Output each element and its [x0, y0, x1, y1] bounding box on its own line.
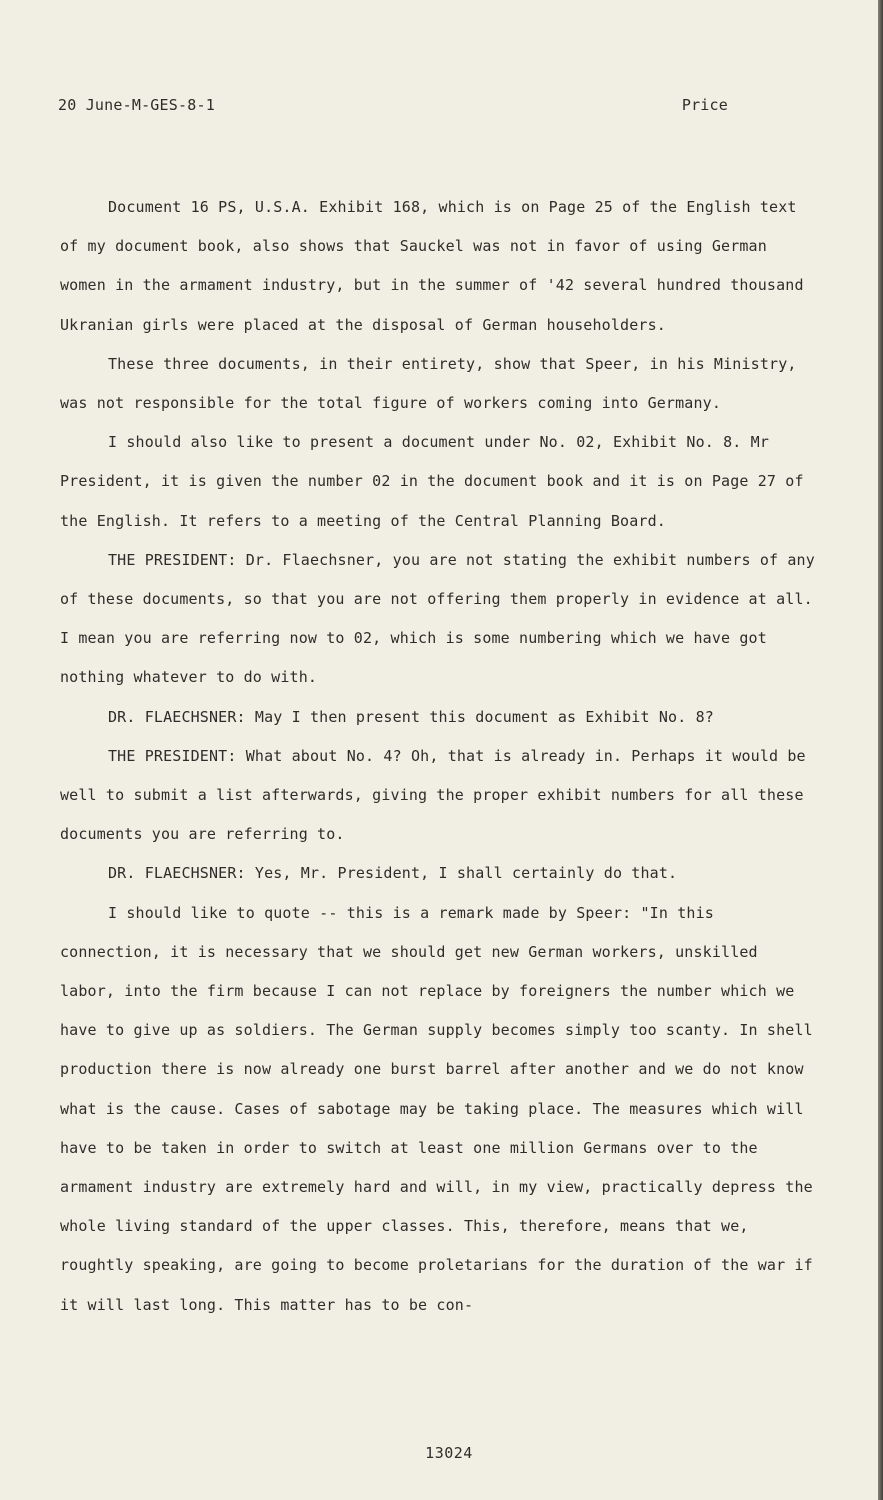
page-number: 13024: [425, 1444, 473, 1462]
speaker-name: Price: [681, 96, 728, 114]
document-id: 20 June-M-GES-8-1: [58, 96, 215, 114]
paragraph: These three documents, in their entirety, show that Speer, in his Ministry, was not responsible for the total figure of workers coming into Germany.: [60, 354, 797, 413]
paragraph: DR. FLAECHSNER: May I then present this document as Exhibit No. 8?: [108, 707, 714, 726]
page-header: [58, 96, 728, 118]
transcript-body: [60, 188, 820, 1325]
page-edge: [878, 0, 883, 1500]
paragraph: I should like to quote -- this is a remark made by Speer: "In this connection, it is necessary that we should get new German workers, unskilled labor, into the firm because I can not replace by foreigners the number which we have to give up as soldiers. The German supply becomes simply too scanty. In shell production there is now already one burst barrel after another and we do not know what is the cause. Cases of sabotage may be taking place. The measures which will have to be taken in order to switch at least one million Germans over to the armament industry are extremely hard and will, in my view, practically depress the whole living standard of the upper classes. This, therefore, means that we, roughtly speaking, are going to become proletarians for the duration of the war if it will last long. This matter has to be con-: [60, 903, 813, 1314]
paragraph: Document 16 PS, U.S.A. Exhibit 168, which is on Page 25 of the English text of my document book, also shows that Sauckel was not in favor of using German women in the armament industry, but in the summer of '42 several hundred thousand Ukranian girls were placed at the disposal of German householders.: [60, 198, 804, 334]
paragraph: DR. FLAECHSNER: Yes, Mr. President, I shall certainly do that.: [108, 864, 678, 883]
paragraph: THE PRESIDENT: Dr. Flaechsner, you are not stating the exhibit numbers of any of these documents, so that you are not offering them properly in evidence at all. I mean you are referring now to 02, which is some numbering which we have got nothing whatever to do with.: [60, 550, 815, 687]
paragraph: I should also like to present a document under No. 02, Exhibit No. 8. Mr President, it is given the number 02 in the document book and it is on Page 27 of the English. It refers to a meeting of the Central Planning Board.: [60, 433, 804, 530]
paragraph: THE PRESIDENT: What about No. 4? Oh, that is already in. Perhaps it would be well to submit a list afterwards, giving the proper exhibit numbers for all these documents you are referring to.: [60, 746, 806, 844]
